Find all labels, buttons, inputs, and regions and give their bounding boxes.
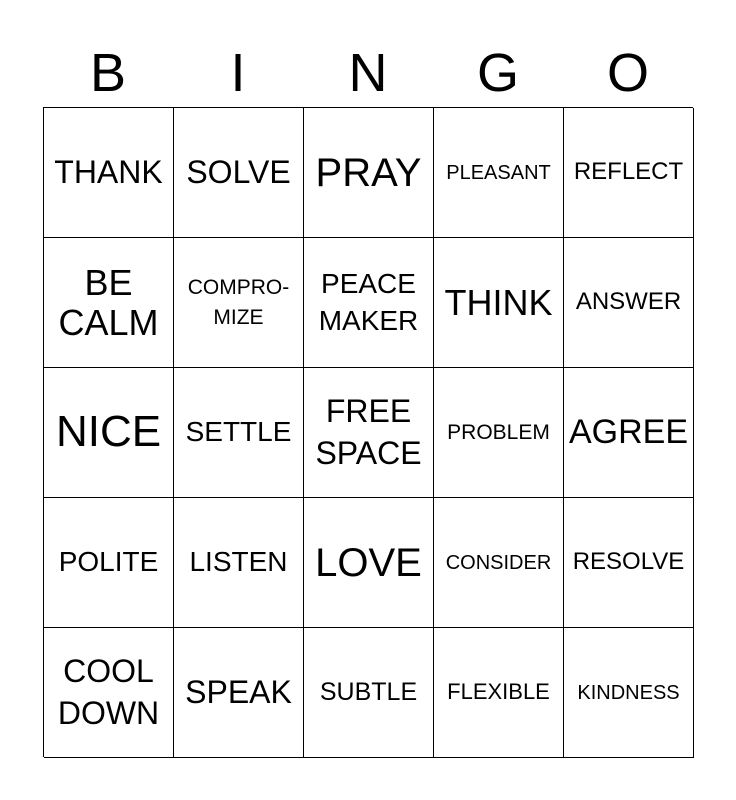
bingo-cell[interactable]	[564, 368, 694, 498]
bingo-header	[43, 40, 693, 106]
cell-label: BE CALM	[58, 261, 159, 343]
header-letter-g: G	[476, 43, 519, 103]
header-letter-n: N	[348, 43, 388, 103]
cell-label: REFLECT	[573, 158, 684, 186]
cell-label: PLEASANT	[446, 161, 551, 184]
cell-label: CONSIDER	[445, 551, 552, 574]
cell-label: THINK	[444, 281, 553, 323]
cell-label: PRAY	[315, 150, 422, 195]
bingo-cell[interactable]	[44, 238, 174, 368]
bingo-cell[interactable]	[174, 628, 304, 758]
bingo-cell[interactable]	[434, 108, 564, 238]
cell-label: POLITE	[58, 546, 159, 578]
bingo-cell[interactable]	[434, 368, 564, 498]
bingo-cell[interactable]	[304, 108, 434, 238]
bingo-cell[interactable]	[44, 498, 174, 628]
cell-label: THANK	[54, 153, 163, 190]
bingo-cell[interactable]	[564, 628, 694, 758]
bingo-cell[interactable]	[434, 498, 564, 628]
bingo-cell[interactable]	[174, 238, 304, 368]
cell-label: SOLVE	[186, 153, 291, 190]
bingo-cell[interactable]	[564, 238, 694, 368]
bingo-cell[interactable]	[564, 498, 694, 628]
bingo-cell[interactable]	[434, 238, 564, 368]
bingo-cell[interactable]	[434, 628, 564, 758]
cell-label: NICE	[55, 407, 162, 457]
cell-label: LISTEN	[189, 546, 288, 578]
bingo-board	[43, 107, 693, 757]
cell-label: RESOLVE	[572, 548, 685, 576]
cell-label: KINDNESS	[577, 681, 680, 704]
cell-label: FLEXIBLE	[447, 679, 550, 705]
cell-label: FREE SPACE	[315, 392, 422, 471]
header-letter-o: O	[606, 43, 649, 103]
bingo-cell[interactable]	[44, 368, 174, 498]
cell-label: PROBLEM	[447, 420, 550, 444]
cell-label: PEACE MAKER	[318, 268, 419, 336]
bingo-cell[interactable]	[304, 238, 434, 368]
cell-label: SPEAK	[185, 673, 292, 710]
bingo-cell[interactable]	[304, 368, 434, 498]
bingo-cell[interactable]	[174, 368, 304, 498]
cell-label: AGREE	[568, 412, 689, 451]
bingo-cell[interactable]	[174, 498, 304, 628]
header-letter-i: I	[230, 43, 246, 103]
cell-label: SETTLE	[185, 416, 292, 448]
cell-label: LOVE	[315, 540, 422, 585]
bingo-cell[interactable]	[304, 628, 434, 758]
cell-label: COOL DOWN	[57, 652, 160, 731]
bingo-cell[interactable]	[44, 108, 174, 238]
cell-label: ANSWER	[575, 288, 682, 316]
cell-label: COMPRO- MIZE	[187, 276, 290, 329]
bingo-cell[interactable]	[44, 628, 174, 758]
bingo-cell[interactable]	[174, 108, 304, 238]
cell-label: SUBTLE	[319, 677, 418, 706]
header-letter-b: B	[89, 43, 127, 103]
bingo-cell[interactable]	[564, 108, 694, 238]
bingo-cell[interactable]	[304, 498, 434, 628]
